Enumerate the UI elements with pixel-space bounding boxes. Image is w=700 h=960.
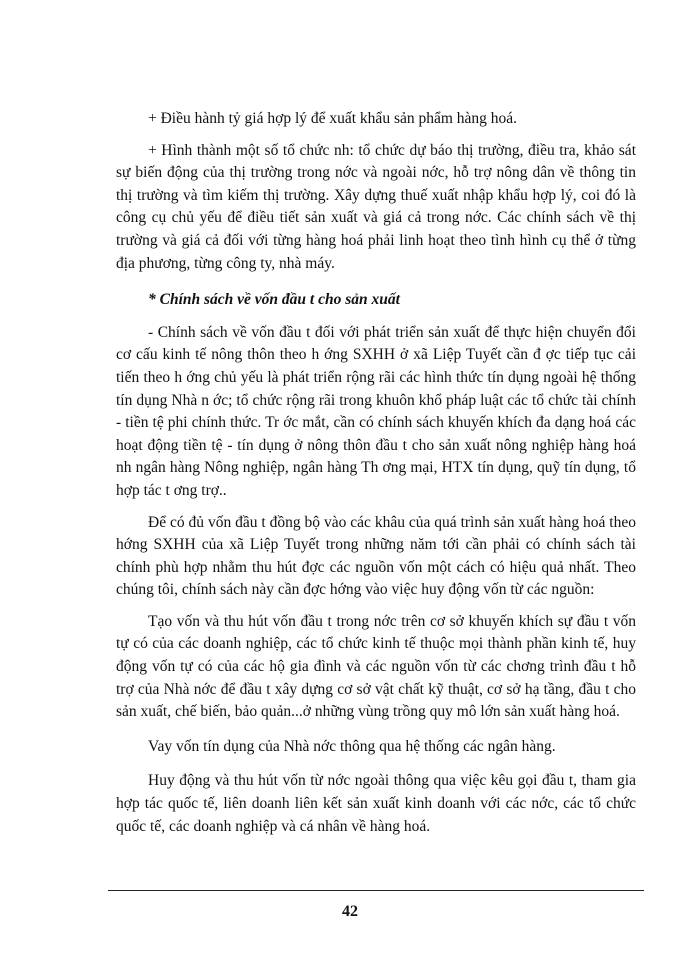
footer-divider [108,890,644,891]
paragraph-market-organizations: + Hình thành một số tổ chức nh: tổ chức dự báo thị trường, điều tra, khảo sát sự biến động của thị trường trong nớc và ngoài nớc, hỗ trợ nông dân về thông tin thị trường và tìm kiếm thị trường. Xây dựng thuế xuất nhập khẩu hợp lý, coi đó là công cụ chủ yếu để điều tiết sản xuất và giá cả trong nớc. Các chính sách về thị trường và giá cả đối với từng hàng hoá phải linh hoạt theo tình hình cụ thể ở từng địa phương, từng công ty, nhà máy. [116,141,636,272]
paragraph-exchange-rate: + Điều hành tỷ giá hợp lý để xuất khẩu sản phẩm hàng hoá. [148,110,518,127]
section-heading-investment-capital: * Chính sách về vốn đầu t cho sản xuất [148,291,400,309]
page-content [116,108,636,838]
paragraph-state-credit: Vay vốn tín dụng của Nhà nớc thông qua hệ thống các ngân hàng. [148,737,556,755]
paragraph-sufficient-capital: Để có đủ vốn đầu t đồng bộ vào các khâu của quá trình sản xuất hàng hoá theo hớng SXHH của xã Liệp Tuyết trong những năm tới cần phải có chính sách tài chính phù hợp nhằm thu hút đợc các nguồn vốn một cách có hiệu quả nhất. Theo chúng tôi, chính sách này cần đợc hớng vào việc huy động vốn từ các nguồn: [116,513,636,599]
paragraph-foreign-capital: Huy động và thu hút vốn từ nớc ngoài thông qua việc kêu gọi đầu t, tham gia hợp tác quốc tế, liên doanh liên kết sản xuất kinh doanh với các nớc, các tổ chức quốc tế, các doanh nghiệp và cá nhân về hàng hoá. [116,772,636,835]
page-number: 42 [342,903,358,920]
paragraph-capital-policy: - Chính sách về vốn đầu t đối với phát triển sản xuất để thực hiện chuyển đổi cơ cấu kinh tế nông thôn theo h ớng SXHH ở xã Liệp Tuyết cần đ ợc tiếp tục cải tiến theo h ớng chủ yếu là phát triển rộng rãi các hình thức tín dụng ngoài hệ thống tín dụng Nhà n ớc; tổ chức rộng rãi trong khuôn khổ pháp luật các tổ chức tài chính - tiền tệ phi chính thức. Tr ớc mắt, cần có chính sách khuyến khích đa dạng hoá các hoạt động tiền tệ - tín dụng ở nông thôn đầu t cho sản xuất nông nghiệp hàng hoá nh ngân hàng Nông nghiệp, ngân hàng Th ơng mại, HTX tín dụng, quỹ tín dụng, tổ hợp tác t ơng trợ.. [116,323,636,499]
paragraph-domestic-capital: Tạo vốn và thu hút vốn đầu t trong nớc trên cơ sở khuyến khích sự đầu t vốn tự có của các doanh nghiệp, các tổ chức kinh tế thuộc mọi thành phần kinh tế, huy động vốn tự có của các hộ gia đình và các nguồn vốn từ các chơng trình đầu t hỗ trợ của Nhà nớc để đầu t xây dựng cơ sở vật chất kỹ thuật, cơ sở hạ tầng, đầu t cho sản xuất, chế biến, bảo quản...ở những vùng trồng quy mô lớn sản xuất hàng hoá. [116,612,636,721]
